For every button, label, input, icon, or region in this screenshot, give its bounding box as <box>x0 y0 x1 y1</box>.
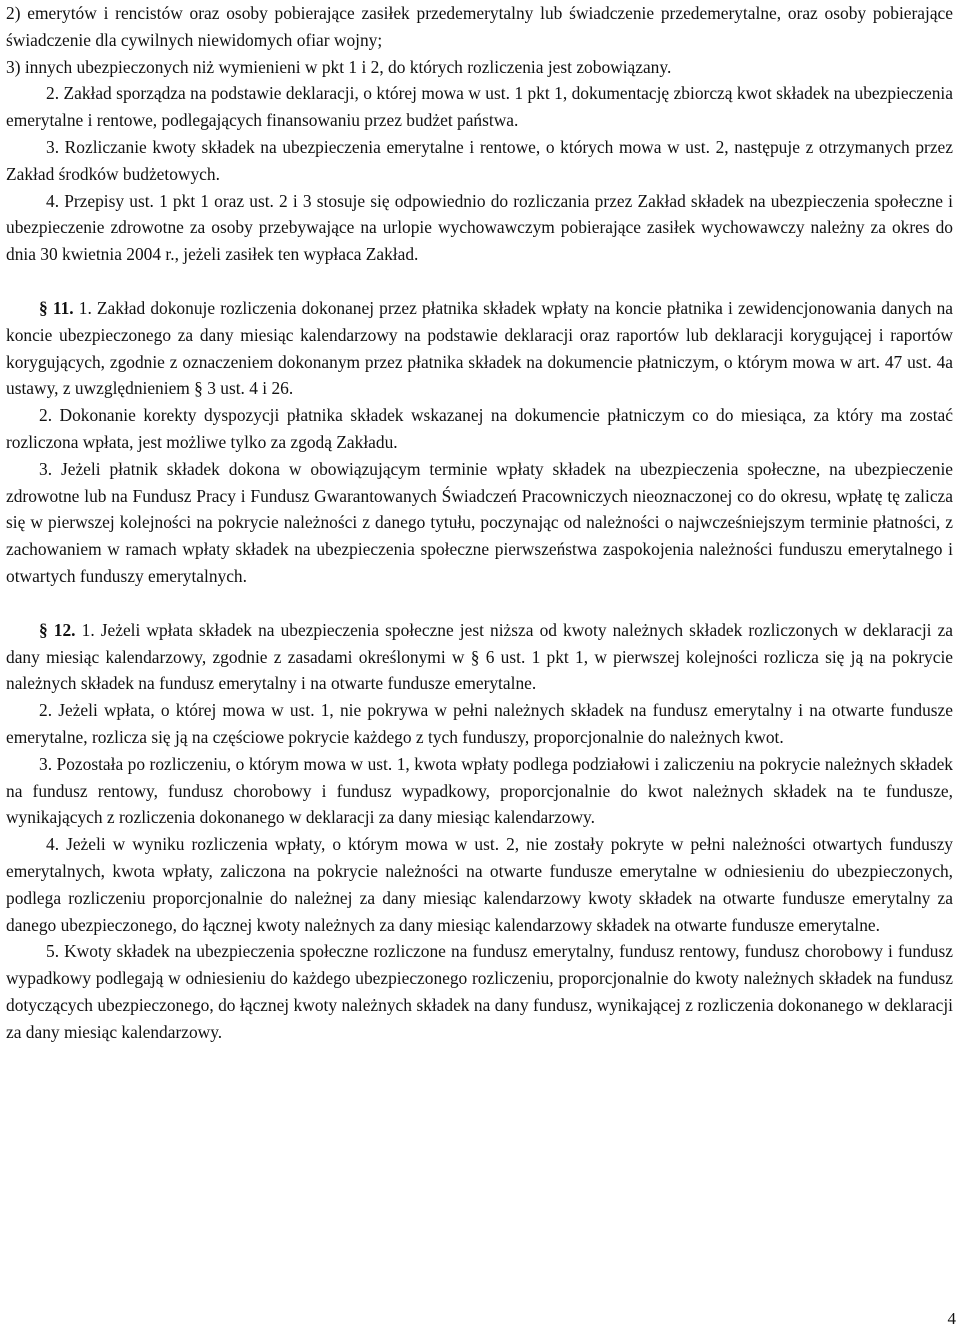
section-12-paragraph-5: 5. Kwoty składek na ubezpieczenia społeczne rozliczone na fundusz emerytalny, fundusz rentowy, fundusz chorobowy i fundusz wypadkowy podlegają w odniesieniu do każdego ubezpieczonego rozliczeniu, proporcjonalnie do kwoty należnych składek na fundusz dotyczących ubezpieczonego, do łącznej kwoty należnych składek na dany fundusz, wynikającej z rozliczenia dokonanego w deklaracji za dany miesiąc kalendarzowy. <box>6 941 953 1042</box>
section-11-text-1: 1. Zakład dokonuje rozliczenia dokonanej przez płatnika składek wpłaty na koncie płatnika i zewidencjonowania danych na koncie ubezpieczonego za dany miesiąc kalendarzowy na podstawie deklaracji oraz raportów lub deklaracji korygującej i raportów korygujących, zgodnie z oznaczeniem dokonanym przez płatnika składek na dokumencie płatniczym, o którym mowa w art. 47 ust. 4a ustawy, z uwzględnieniem § 3 ust. 4 i 26. <box>6 297 953 399</box>
paragraph-ust-3: 3. Rozliczanie kwoty składek na ubezpieczenia emerytalne i rentowe, o których mowa w ust. 2, następuje z otrzymanych przez Zakład środków budżetowych. <box>6 136 953 184</box>
section-12-paragraph-4: 4. Jeżeli w wyniku rozliczenia wpłaty, o którym mowa w ust. 2, nie zostały pokryte w pełni należności otwartych funduszy emerytalnych, kwota wpłaty, zaliczona na pokrycie należności na otwarte fundusze emerytalne w odniesieniu do ubezpieczonych, podlega rozliczeniu proporcjonalnie do należnej za dany miesiąc kalendarzowy kwoty składek na otwarte fundusze emerytalny za danego ubezpieczonego, do łącznej kwoty należnych za dany miesiąc kalendarzowy składek na otwarte fundusze emerytalne. <box>6 834 953 935</box>
section-11-paragraph-1 <box>6 295 953 402</box>
section-12-text-1: 1. Jeżeli wpłata składek na ubezpieczenia społeczne jest niższa od kwoty należnych składek rozliczonych w deklaracji za dany miesiąc kalendarzowy, zgodnie z zasadami określonymi w § 6 ust. 1 pkt 1, w pierwszej kolejności rozlicza się ją na pokrycie należnych składek na fundusz emerytalny i na otwarte fundusze emerytalne. <box>6 619 954 694</box>
section-11-paragraph-2: 2. Dokonanie korekty dyspozycji płatnika składek wskazanej na dokumencie płatniczym co do miesiąca, za który ma zostać rozliczona wpłata, jest możliwe tylko za zgodą Zakładu. <box>6 405 953 452</box>
section-11-number: § 11. <box>39 297 74 318</box>
paragraph-ust-2: 2. Zakład sporządza na podstawie deklaracji, o której mowa w ust. 1 pkt 1, dokumentację zbiorczą kwot składek na ubezpieczenia emerytalne i rentowe, podlegających finansowaniu przez budżet państwa. <box>6 83 953 131</box>
paragraph-item-2: 2) emerytów i rencistów oraz osoby pobierające zasiłek przedemerytalny lub świadczenie przedemerytalne, oraz osoby pobierające świadczenie dla cywilnych niewidomych ofiar wojny; <box>6 3 953 50</box>
section-gap <box>6 268 953 295</box>
paragraph-item-3: 3) innych ubezpieczonych niż wymienieni w pkt 1 i 2, do których rozliczenia jest zobowiązany. <box>6 56 672 77</box>
section-gap <box>6 590 953 617</box>
section-11-paragraph-3: 3. Jeżeli płatnik składek dokona w obowiązującym terminie wpłaty składek na ubezpieczenia społeczne, na ubezpieczenie zdrowotne lub na Fundusz Pracy i Fundusz Gwarantowanych Świadczeń Pracowniczych nieoznaczonej co do okresu, wpłatę tę zalicza się w pierwszej kolejności na pokrycie należności z danego tytułu, poczynając od należności o najwcześniejszym terminie płatności, z zachowaniem w ramach wpłaty składek na ubezpieczenia społeczne pierwszeństwa zaspokojenia należności funduszu emerytalnego i otwartych funduszy emerytalnych. <box>6 458 953 586</box>
section-12-paragraph-3: 3. Pozostała po rozliczeniu, o którym mowa w ust. 1, kwota wpłaty podlega podziałowi i zaliczeniu na pokrycie należnych składek na fundusz rentowy, fundusz chorobowy i fundusz wypadkowy, proporcjonalnie do kwot należnych składek na te fundusze, wynikających z rozliczenia dokonanego w deklaracji za dany miesiąc kalendarzowy. <box>6 753 953 828</box>
paragraph-ust-4: 4. Przepisy ust. 1 pkt 1 oraz ust. 2 i 3 stosuje się odpowiednio do rozliczania przez Zakład składek na ubezpieczenia społeczne i ubezpieczenie zdrowotne za osoby przebywające na urlopie wychowawczym pobierające zasiłek wychowawczy należny za okres do dnia 30 kwietnia 2004 r., jeżeli zasiłek ten wypłaca Zakład. <box>6 190 953 265</box>
page-number: 4 <box>947 1309 956 1328</box>
section-12-paragraph-1 <box>6 617 953 697</box>
document-page <box>6 0 953 1045</box>
section-12-number: § 12. <box>39 619 76 640</box>
section-12-paragraph-2: 2. Jeżeli wpłata, o której mowa w ust. 1, nie pokrywa w pełni należnych składek na fundusz emerytalny i na otwarte fundusze emerytalne, rozlicza się ją na częściowe pokrycie każdego z tych funduszy, proporcjonalnie do należnych kwot. <box>6 700 953 747</box>
